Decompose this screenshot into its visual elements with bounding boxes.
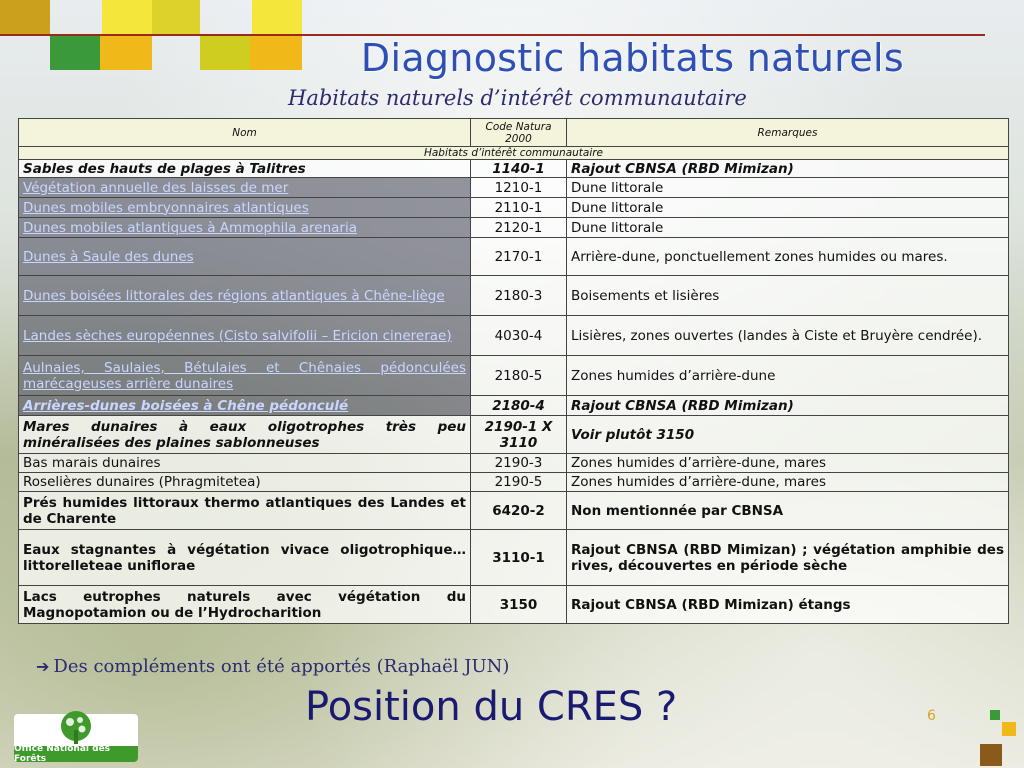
- table-row: [19, 178, 1009, 198]
- natura-code-cell: 3150: [471, 586, 567, 624]
- table-row: [19, 276, 1009, 316]
- habitat-name: Prés humides littoraux thermo atlantiques des Landes et de Charente: [23, 494, 466, 527]
- habitat-name-cell[interactable]: [19, 178, 471, 198]
- habitat-name-cell[interactable]: [19, 198, 471, 218]
- remark-cell: Rajout CBNSA (RBD Mimizan) ; végétation amphibie des rives, découvertes en période sèche: [567, 530, 1009, 586]
- habitat-link[interactable]: Arrières-dunes boisées à Chêne pédonculé: [23, 397, 349, 414]
- habitat-link[interactable]: Dunes boisées littorales des régions atlantiques à Chêne-liège: [23, 287, 445, 304]
- habitat-name: Roselières dunaires (Phragmitetea): [23, 474, 261, 490]
- habitat-name: Sables des hauts de plages à Talitres: [23, 160, 306, 177]
- habitat-link[interactable]: Dunes mobiles atlantiques à Ammophila arenaria: [23, 219, 357, 236]
- section-label: Habitats d’intérêt communautaire: [19, 147, 1009, 160]
- remark-cell: Boisements et lisières: [567, 276, 1009, 316]
- deco-square: [0, 0, 50, 34]
- habitat-name: Mares dunaires à eaux oligotrophes très peu minéralisées des plaines sablonneuses: [23, 418, 466, 451]
- deco-square: [102, 0, 152, 34]
- habitat-name-cell[interactable]: [19, 218, 471, 238]
- table-row: [19, 198, 1009, 218]
- habitat-name-cell[interactable]: [19, 238, 471, 276]
- habitat-name-cell[interactable]: [19, 316, 471, 356]
- natura-code-cell: 1210-1: [471, 178, 567, 198]
- col-header-nom: Nom: [19, 119, 471, 147]
- onf-tree-icon: [56, 710, 96, 746]
- table-row: [19, 473, 1009, 492]
- table-row: [19, 492, 1009, 530]
- table-row: [19, 218, 1009, 238]
- deco-square: [1002, 722, 1016, 736]
- habitat-name: Lacs eutrophes naturels avec végétation du Magnopotamion ou de l’Hydrocharition: [23, 588, 466, 621]
- remark-cell: Zones humides d’arrière-dune, mares: [567, 454, 1009, 473]
- col-header-remarques: Remarques: [567, 119, 1009, 147]
- table-row: [19, 454, 1009, 473]
- table-row: [19, 586, 1009, 624]
- habitat-name: Bas marais dunaires: [23, 455, 161, 471]
- natura-code-cell: 2190-3: [471, 454, 567, 473]
- habitat-link[interactable]: Landes sèches européennes (Cisto salvifolii – Ericion cinererae): [23, 327, 452, 344]
- natura-code-cell: 2190-1 X 3110: [471, 416, 567, 454]
- remark-cell: Dune littorale: [567, 178, 1009, 198]
- remark-cell: Rajout CBNSA (RBD Mimizan): [567, 160, 1009, 178]
- remark-cell: Arrière-dune, ponctuellement zones humides ou mares.: [567, 238, 1009, 276]
- habitats-table: [18, 118, 1009, 624]
- slide-subtitle: Habitats naturels d’intérêt communautaire: [288, 86, 747, 110]
- habitat-link[interactable]: Aulnaies, Saulaies, Bétulaies et Chênaies pédonculées marécageuses arrière dunaires: [23, 359, 466, 392]
- section-row: [19, 147, 1009, 160]
- habitat-name-cell: [19, 473, 471, 492]
- remark-cell: Lisières, zones ouvertes (landes à Ciste et Bruyère cendrée).: [567, 316, 1009, 356]
- table-row: [19, 316, 1009, 356]
- natura-code-cell: 2180-3: [471, 276, 567, 316]
- remark-cell: Zones humides d’arrière-dune, mares: [567, 473, 1009, 492]
- habitat-name-cell: [19, 160, 471, 178]
- page-number: 6: [927, 708, 936, 724]
- table-header-row: [19, 119, 1009, 147]
- remark-cell: Dune littorale: [567, 218, 1009, 238]
- table-row: [19, 160, 1009, 178]
- onf-logo: [14, 714, 138, 762]
- remark-cell: Zones humides d’arrière-dune: [567, 356, 1009, 396]
- remark-cell: Voir plutôt 3150: [567, 416, 1009, 454]
- habitat-name: Eaux stagnantes à végétation vivace oligotrophique… littorelleteae uniflorae: [23, 541, 466, 574]
- habitat-name-cell: [19, 530, 471, 586]
- natura-code-cell: 3110-1: [471, 530, 567, 586]
- natura-code-cell: 2180-5: [471, 356, 567, 396]
- habitat-name-cell: [19, 492, 471, 530]
- natura-code-cell: 2110-1: [471, 198, 567, 218]
- note-text: Des compléments ont été apportés (Raphaël JUN): [53, 656, 510, 677]
- habitat-link[interactable]: Végétation annuelle des laisses de mer: [23, 179, 289, 196]
- habitat-name-cell: [19, 454, 471, 473]
- col-header-code: Code Natura 2000: [471, 119, 567, 147]
- habitat-name-cell[interactable]: [19, 276, 471, 316]
- natura-code-cell: 4030-4: [471, 316, 567, 356]
- deco-square: [152, 0, 200, 34]
- remark-cell: Non mentionnée par CBNSA: [567, 492, 1009, 530]
- slide-title: Diagnostic habitats naturels: [360, 36, 904, 80]
- onf-logo-text: Office National des Forêts: [14, 746, 138, 762]
- natura-code-cell: 2190-5: [471, 473, 567, 492]
- table-row: [19, 530, 1009, 586]
- habitat-link[interactable]: Dunes mobiles embryonnaires atlantiques: [23, 199, 309, 216]
- table-row: [19, 416, 1009, 454]
- remark-cell: Rajout CBNSA (RBD Mimizan): [567, 396, 1009, 416]
- habitat-link[interactable]: Dunes à Saule des dunes: [23, 248, 194, 265]
- note-line: [36, 656, 509, 677]
- table-row: [19, 356, 1009, 396]
- natura-code-cell: 2170-1: [471, 238, 567, 276]
- table-row: [19, 396, 1009, 416]
- habitat-name-cell: [19, 586, 471, 624]
- natura-code-cell: 1140-1: [471, 160, 567, 178]
- remark-cell: Dune littorale: [567, 198, 1009, 218]
- natura-code-cell: 2120-1: [471, 218, 567, 238]
- natura-code-cell: 6420-2: [471, 492, 567, 530]
- arrow-right-icon: ➔: [36, 657, 50, 676]
- habitat-name-cell[interactable]: [19, 356, 471, 396]
- table-row: [19, 238, 1009, 276]
- remark-cell: Rajout CBNSA (RBD Mimizan) étangs: [567, 586, 1009, 624]
- habitat-name-cell[interactable]: [19, 396, 471, 416]
- habitat-name-cell: [19, 416, 471, 454]
- position-question: Position du CRES ?: [305, 684, 678, 730]
- deco-square: [980, 744, 1002, 766]
- natura-code-cell: 2180-4: [471, 396, 567, 416]
- deco-square: [252, 0, 302, 34]
- deco-square: [990, 710, 1000, 720]
